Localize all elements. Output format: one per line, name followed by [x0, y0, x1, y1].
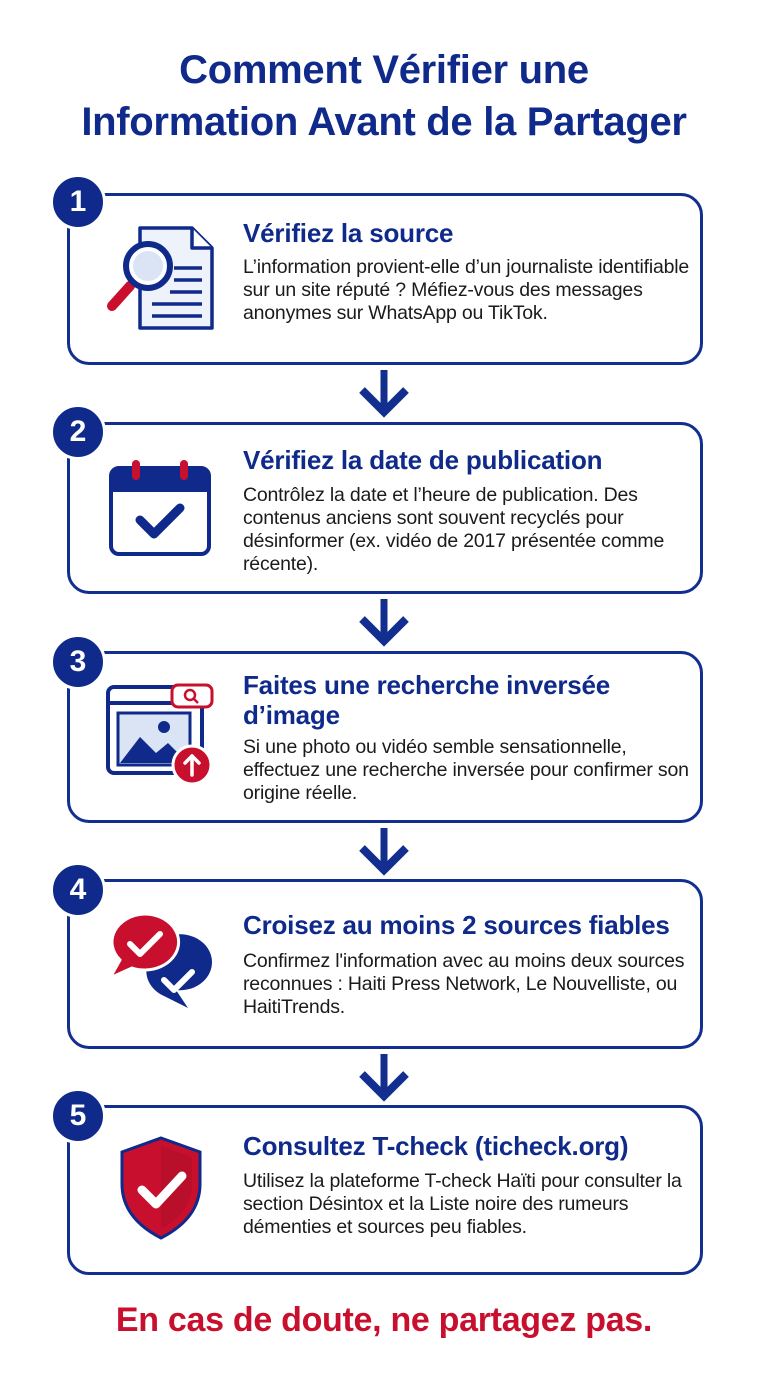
down-arrow-icon	[356, 826, 412, 876]
document-magnifier-icon	[102, 222, 218, 332]
step-number-badge-4: 4	[50, 862, 106, 918]
calendar-check-icon	[108, 458, 212, 558]
step-heading-1: Vérifiez la source	[243, 218, 454, 248]
step-text-4: Confirmez l'information avec au moins deux sources reconnues : Haiti Press Network, Le Nouvelliste, ou HaitiTrends.	[243, 950, 685, 1018]
footer-warning: En cas de doute, ne partagez pas.	[115, 1301, 653, 1339]
page-title-line-2: Information Avant de la Partager	[81, 100, 687, 144]
step-text-1: L’information provient-elle d’un journaliste identifiable sur un site réputé ? Méfiez-vous des messages anonymes sur WhatsApp ou TikTok.	[243, 256, 690, 324]
step-heading-2: Vérifiez la date de publication	[243, 445, 603, 475]
step-number-badge-1: 1	[50, 174, 106, 230]
down-arrow-icon	[356, 1052, 412, 1102]
step-heading-3: Faites une recherche inversée d’image	[243, 670, 611, 730]
step-heading-4: Croisez au moins 2 sources fiables	[243, 910, 670, 940]
reverse-image-search-icon	[106, 683, 216, 787]
step-text-2: Contrôlez la date et l’heure de publication. Des contenus anciens sont souvent recyclés pour désinformer (ex. vidéo de 2017 présentée comme récente).	[243, 484, 665, 575]
step-text-3: Si une photo ou vidéo semble sensationnelle, effectuez une recherche inversée pour confirmer son origine réelle.	[243, 736, 689, 804]
step-text-5: Utilisez la plateforme T-check Haïti pour consulter la section Désintox et la Liste noire des rumeurs démenties et sources peu fiables.	[243, 1170, 682, 1238]
chat-bubbles-check-icon	[104, 912, 216, 1016]
down-arrow-icon	[356, 368, 412, 418]
down-arrow-icon	[356, 597, 412, 647]
step-number-badge-5: 5	[50, 1088, 106, 1144]
step-number-badge-3: 3	[50, 634, 106, 690]
page-title	[0, 44, 768, 148]
page-title-line-1: Comment Vérifier une	[179, 48, 589, 92]
step-heading-5: Consultez T-check (ticheck.org)	[243, 1131, 629, 1161]
shield-check-icon	[118, 1136, 204, 1240]
step-number-badge-2: 2	[50, 404, 106, 460]
